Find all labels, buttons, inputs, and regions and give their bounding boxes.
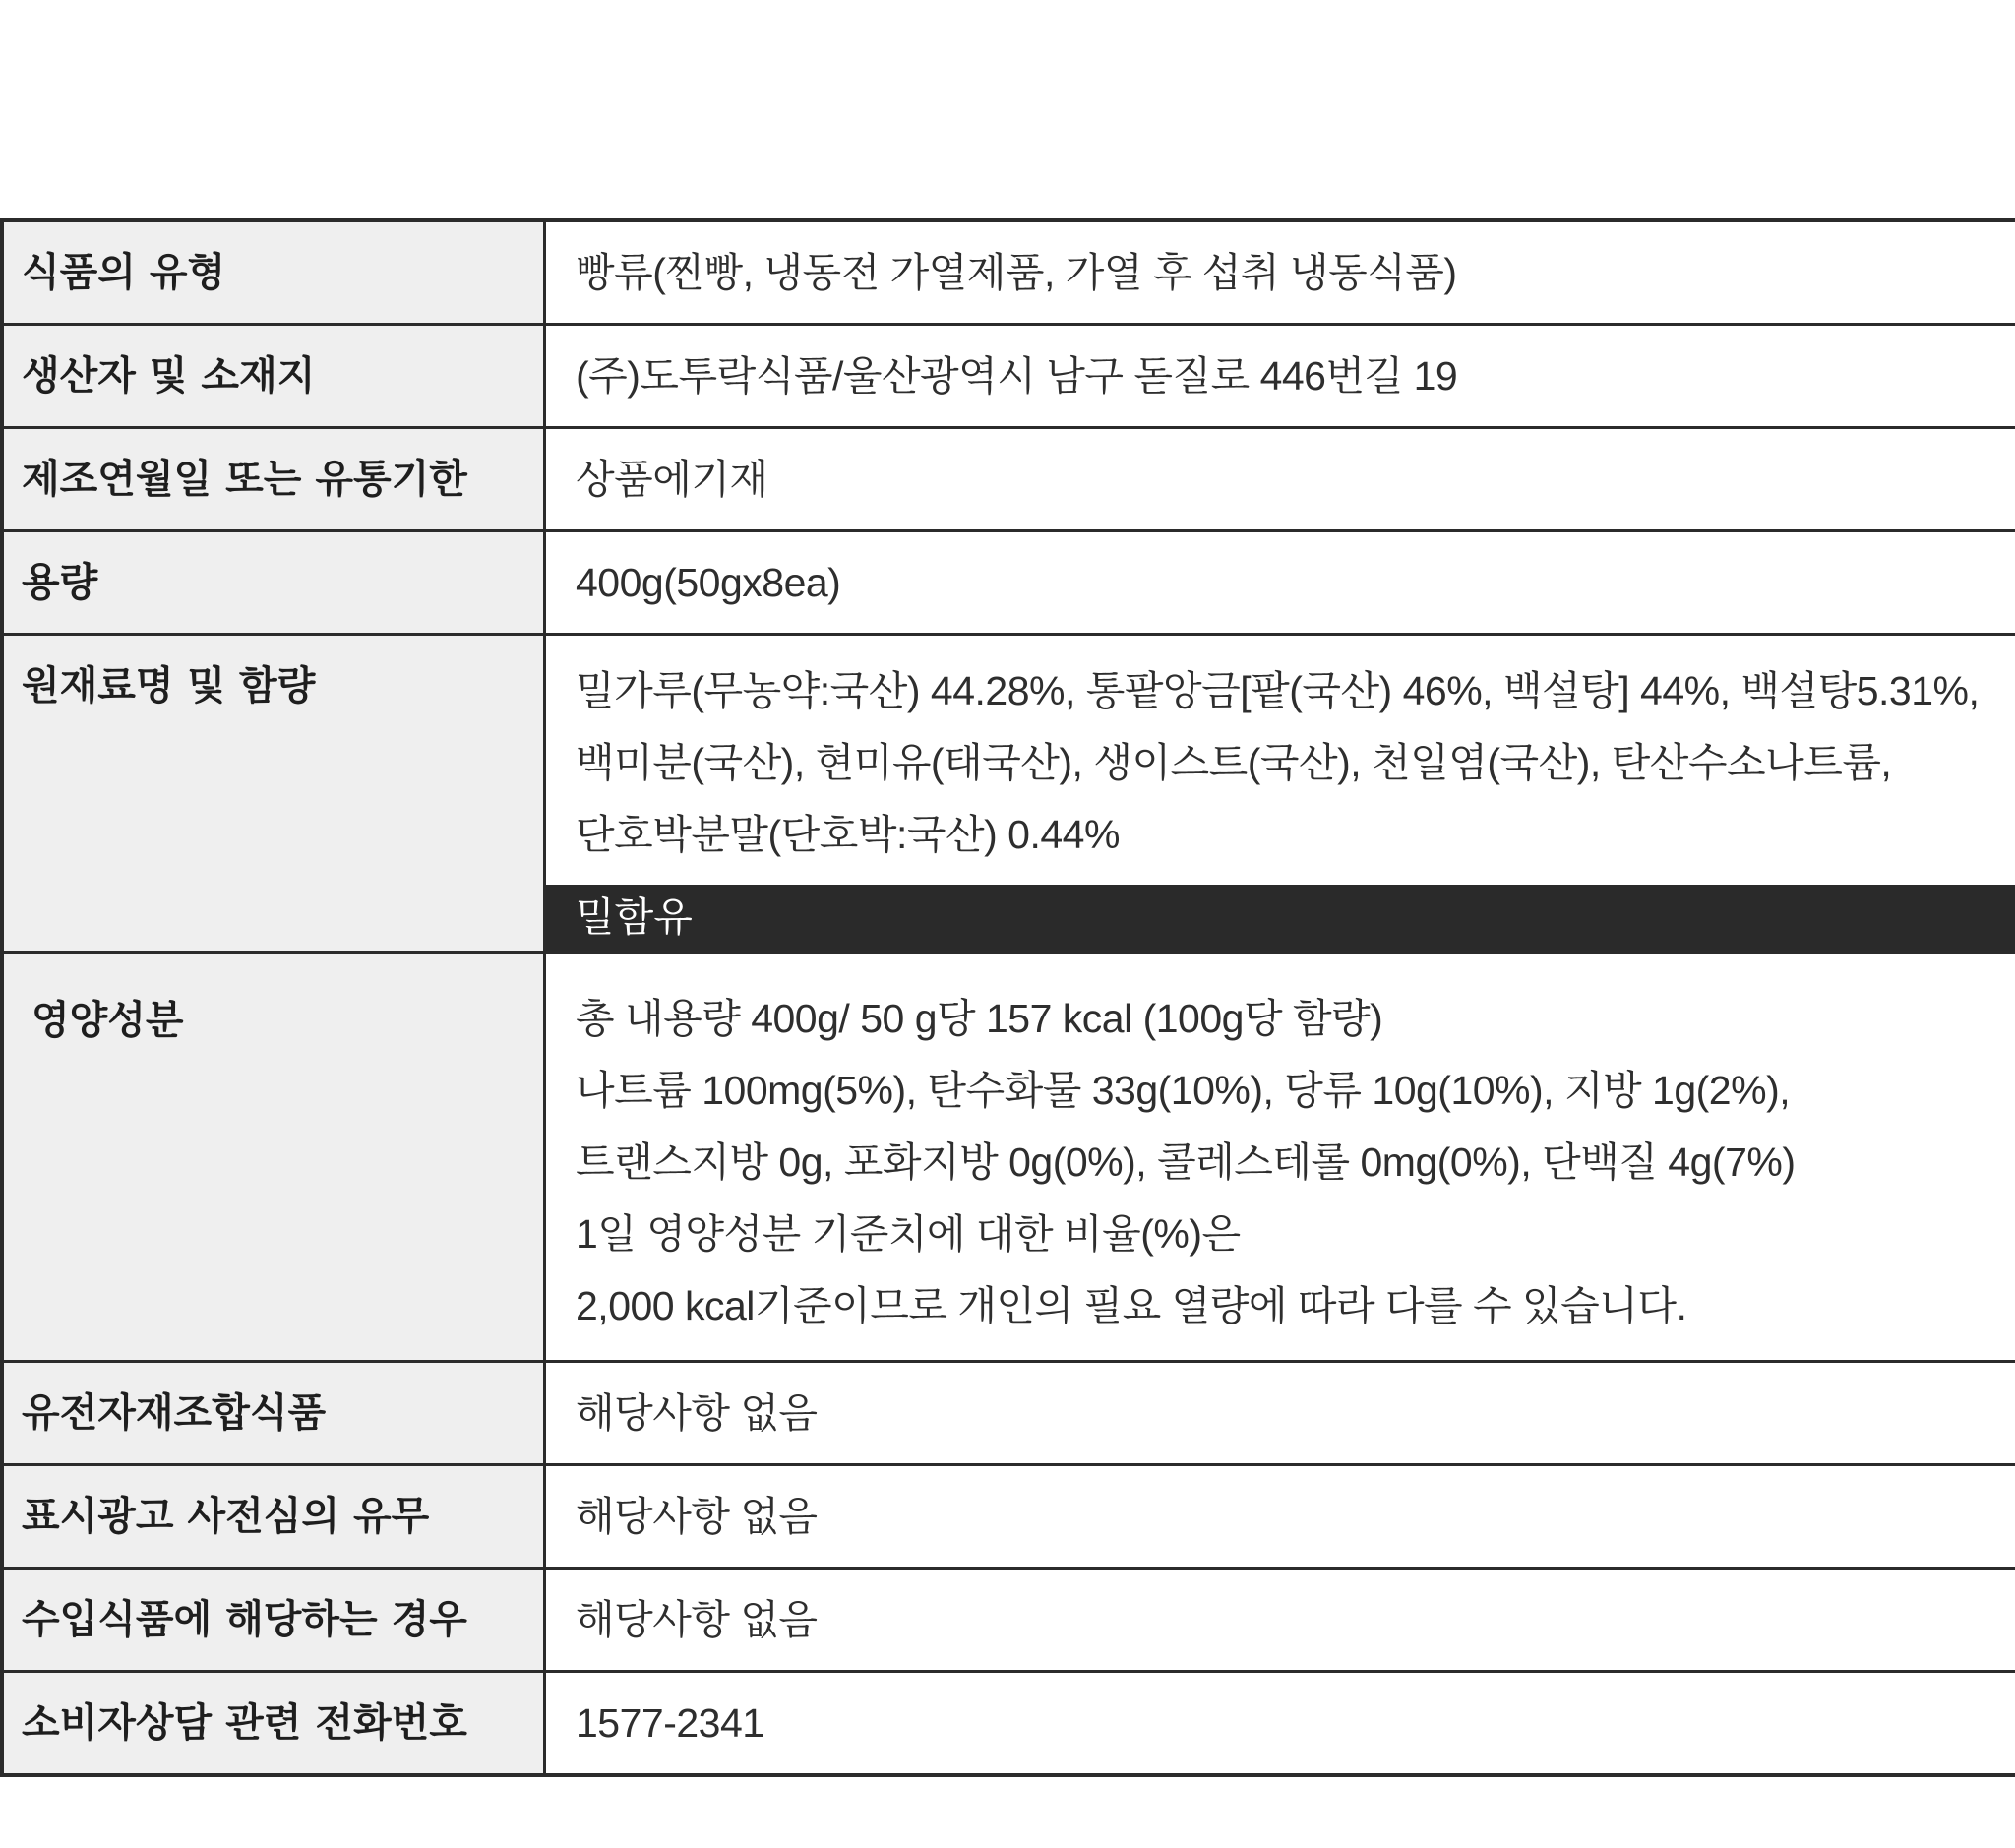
- ingredients-line: 단호박분말(단호박:국산) 0.44%: [576, 812, 1120, 857]
- label-cell: [2, 1465, 545, 1569]
- ingredients-line: 밀가루(무농약:국산) 44.28%, 통팥앙금[팥(국산) 46%, 백설탕] 44%, 백설탕5.31%,: [576, 668, 1980, 713]
- ingredients-text: [546, 636, 2015, 885]
- value-cell: [545, 1569, 2015, 1672]
- row-value-food-type: 빵류(찐빵, 냉동전 가열제품, 가열 후 섭취 냉동식품): [576, 250, 1457, 295]
- ingredients-line: 백미분(국산), 현미유(태국산), 생이스트(국산), 천일염(국산), 탄산수소나트륨,: [576, 740, 1892, 785]
- nutrition-line: 트랜스지방 0g, 포화지방 0g(0%), 콜레스테롤 0mg(0%), 단백질 4g(7%): [576, 1140, 1796, 1185]
- row-label-nutrition: 영양성분: [31, 998, 184, 1043]
- row-label-ad-review: 표시광고 사전심의 유무: [22, 1494, 430, 1539]
- nutrition-text: [546, 954, 2015, 1360]
- table-row-ad-review: [2, 1465, 2015, 1569]
- label-cell: [2, 953, 545, 1362]
- row-value-imported: 해당사항 없음: [576, 1597, 818, 1642]
- label-cell: [2, 635, 545, 953]
- value-cell: [545, 1465, 2015, 1569]
- product-info-table: [0, 218, 2015, 1777]
- value-cell: [545, 1672, 2015, 1776]
- table-row-nutrition: [2, 953, 2015, 1362]
- table-row-food-type: [2, 220, 2015, 325]
- row-label-phone: 소비자상담 관련 전화번호: [22, 1700, 467, 1746]
- label-cell: [2, 1362, 545, 1465]
- row-value-phone: 1577-2341: [576, 1700, 764, 1746]
- label-cell: [2, 531, 545, 635]
- nutrition-line: 2,000 kcal기준이므로 개인의 필요 열량에 따라 다를 수 있습니다.: [576, 1283, 1687, 1328]
- row-value-producer: (주)도투락식품/울산광역시 남구 돋질로 446번길 19: [576, 353, 1458, 399]
- row-value-capacity: 400g(50gx8ea): [576, 560, 841, 605]
- table-row-producer: [2, 325, 2015, 428]
- value-cell: [545, 220, 2015, 325]
- row-label-ingredients: 원재료명 및 함량: [22, 663, 316, 708]
- table-row-imported: [2, 1569, 2015, 1672]
- row-label-producer: 생산자 및 소재지: [22, 353, 316, 399]
- value-cell: [545, 1362, 2015, 1465]
- label-cell: [2, 325, 545, 428]
- value-cell: [545, 531, 2015, 635]
- row-value-expiry: 상품에기재: [576, 457, 768, 502]
- value-cell: [545, 953, 2015, 1362]
- label-cell: [2, 1569, 545, 1672]
- allergy-notice-bar: 밀함유: [546, 885, 2015, 951]
- value-cell: [545, 325, 2015, 428]
- table-row-gmo: [2, 1362, 2015, 1465]
- row-label-imported: 수입식품에 해당하는 경우: [22, 1597, 467, 1642]
- table-row-capacity: [2, 531, 2015, 635]
- table-row-expiry: [2, 428, 2015, 531]
- table-row-ingredients: [2, 635, 2015, 953]
- label-cell: [2, 220, 545, 325]
- row-label-expiry: 제조연월일 또는 유통기한: [22, 457, 467, 502]
- label-cell: [2, 1672, 545, 1776]
- nutrition-line: 나트륨 100mg(5%), 탄수화물 33g(10%), 당류 10g(10%), 지방 1g(2%),: [576, 1068, 1791, 1113]
- row-value-gmo: 해당사항 없음: [576, 1390, 818, 1436]
- label-cell: [2, 428, 545, 531]
- row-value-ad-review: 해당사항 없음: [576, 1494, 818, 1539]
- nutrition-line: 총 내용량 400g/ 50 g당 157 kcal (100g당 함량): [576, 996, 1383, 1041]
- row-label-gmo: 유전자재조합식품: [22, 1390, 327, 1436]
- value-cell: [545, 635, 2015, 953]
- nutrition-line: 1일 영양성분 기준치에 대한 비율(%)은: [576, 1211, 1241, 1257]
- row-label-capacity: 용량: [22, 560, 98, 605]
- row-label-food-type: 식품의 유형: [22, 250, 226, 295]
- table-row-phone: [2, 1672, 2015, 1776]
- value-cell: [545, 428, 2015, 531]
